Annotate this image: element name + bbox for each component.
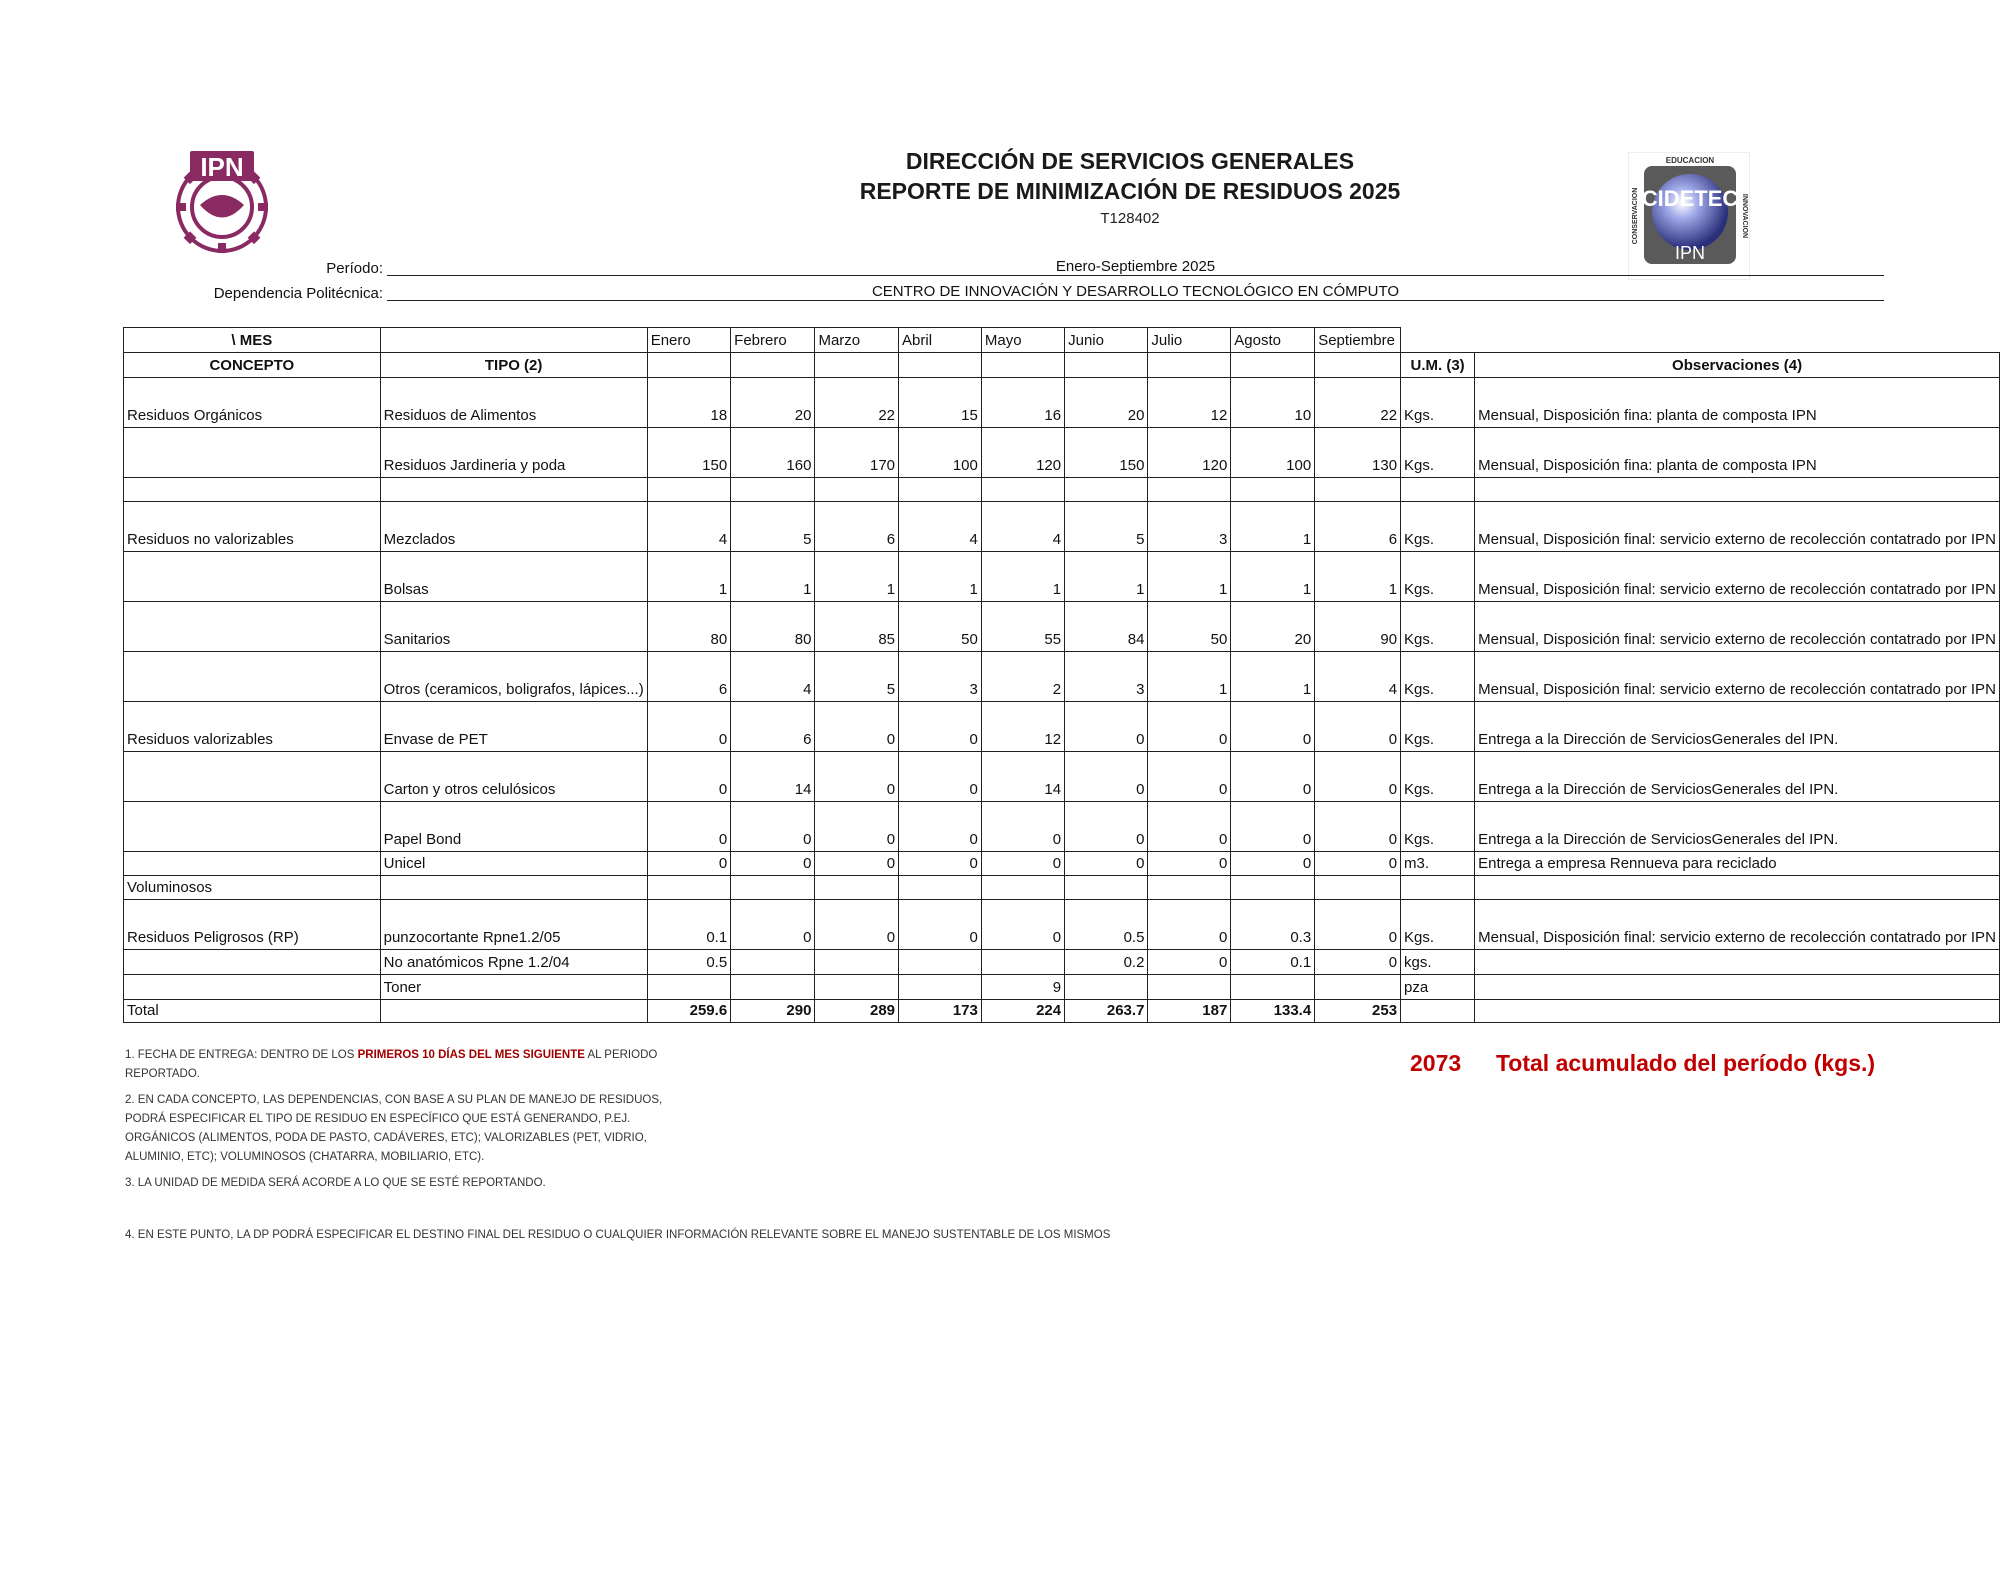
total-cell: 259.6 [647,1000,730,1023]
report-code: T128402 [1100,210,1160,227]
value-cell [731,876,815,900]
value-cell [1315,478,1401,502]
value-cell: 1 [1065,552,1148,602]
value-cell: 0 [1148,852,1231,876]
table-row [124,900,2000,950]
value-cell: 3 [1148,502,1231,552]
value-cell: 14 [981,752,1064,802]
value-cell [899,478,982,502]
value-cell [1148,876,1231,900]
value-cell: 0 [1231,802,1315,852]
observaciones-cell [1475,876,2000,900]
value-cell: 4 [731,652,815,702]
value-cell: 0 [1315,702,1401,752]
tipo-cell: Carton y otros celulósicos [380,752,647,802]
value-cell: 6 [815,502,899,552]
table-row [124,378,2000,428]
value-cell: 6 [647,652,730,702]
value-cell: 0 [1231,702,1315,752]
total-cell: 253 [1315,1000,1401,1023]
value-cell: 0 [1065,752,1148,802]
value-cell: 0.5 [647,950,730,975]
value-cell: 1 [731,552,815,602]
value-cell: 0 [1148,950,1231,975]
um-cell: pza [1401,975,1475,1000]
value-cell: 0 [1315,900,1401,950]
um-cell: Kgs. [1401,702,1475,752]
value-cell: 0 [1315,852,1401,876]
value-cell: 12 [981,702,1064,752]
tipo-cell: Unicel [380,852,647,876]
footnotes [125,1046,685,1200]
value-cell: 120 [981,428,1064,478]
tipo-cell [380,876,647,900]
value-cell [1231,478,1315,502]
value-cell [899,876,982,900]
value-cell: 12 [1148,378,1231,428]
dependencia-value: CENTRO DE INNOVACIÓN Y DESARROLLO TECNOLÓGICO EN CÓMPUTO [387,283,1884,301]
table-row [124,602,2000,652]
total-accumulated-label: Total acumulado del período (kgs.) [1495,1050,1876,1076]
value-cell: 14 [731,752,815,802]
concepto-cell: Residuos valorizables [124,702,381,752]
month-header: Enero [647,328,730,353]
value-cell: 0 [731,852,815,876]
month-header: Febrero [731,328,815,353]
observaciones-cell: Mensual, Disposición final: servicio externo de recolección contatrado por IPN [1475,502,2000,552]
table-row [124,752,2000,802]
value-cell: 0 [981,900,1064,950]
value-cell: 1 [1148,552,1231,602]
total-row [124,1000,2000,1023]
month-header: Marzo [815,328,899,353]
table-row [124,802,2000,852]
observaciones-cell: Mensual, Disposición fina: planta de composta IPN [1475,428,2000,478]
table-row [124,975,2000,1000]
value-cell [981,950,1064,975]
concepto-cell: Residuos Orgánicos [124,378,381,428]
um-cell: kgs. [1401,950,1475,975]
value-cell: 0.5 [1065,900,1148,950]
tipo-cell: Residuos de Alimentos [380,378,647,428]
um-cell [1401,876,1475,900]
concepto-cell [124,752,381,802]
value-cell: 1 [1231,552,1315,602]
value-cell [899,950,982,975]
value-cell: 80 [731,602,815,652]
observaciones-header: Observaciones (4) [1475,353,2000,378]
value-cell: 0 [1231,752,1315,802]
value-cell: 0 [981,802,1064,852]
value-cell [1231,975,1315,1000]
value-cell: 0 [647,802,730,852]
month-header: Septiembre [1315,328,1401,353]
value-cell: 4 [647,502,730,552]
concepto-cell [124,852,381,876]
concepto-cell: Voluminosos [124,876,381,900]
total-accumulated [1410,1050,1875,1077]
value-cell [815,975,899,1000]
observaciones-cell: Entrega a empresa Rennueva para reciclado [1475,852,2000,876]
value-cell: 0 [1148,702,1231,752]
svg-text:IPN: IPN [200,152,244,182]
month-header: Agosto [1231,328,1315,353]
value-cell: 0.2 [1065,950,1148,975]
value-cell [815,478,899,502]
waste-table [123,327,2000,1023]
total-cell: 224 [981,1000,1064,1023]
observaciones-cell: Entrega a la Dirección de ServiciosGenerales del IPN. [1475,802,2000,852]
value-cell: 0 [1065,852,1148,876]
month-header: Julio [1148,328,1231,353]
value-cell [981,876,1064,900]
table-row [124,876,2000,900]
value-cell: 0 [1065,702,1148,752]
value-cell: 160 [731,428,815,478]
value-cell: 20 [1065,378,1148,428]
um-cell: Kgs. [1401,428,1475,478]
total-cell: 289 [815,1000,899,1023]
value-cell: 0 [1065,802,1148,852]
value-cell: 0 [815,802,899,852]
um-cell: Kgs. [1401,802,1475,852]
um-cell: Kgs. [1401,552,1475,602]
periodo-value: Enero-Septiembre 2025 [387,258,1884,276]
value-cell: 0 [815,852,899,876]
total-cell: 290 [731,1000,815,1023]
value-cell [1065,478,1148,502]
observaciones-cell: Mensual, Disposición final: servicio externo de recolección contatrado por IPN [1475,552,2000,602]
note-3: 3. LA UNIDAD DE MEDIDA SERÁ ACORDE A LO QUE SE ESTÉ REPORTANDO. [125,1177,546,1189]
mes-label: \ MES [124,328,381,353]
value-cell: 5 [731,502,815,552]
um-cell: Kgs. [1401,752,1475,802]
concepto-cell [124,478,381,502]
tipo-cell: Sanitarios [380,602,647,652]
um-cell: Kgs. [1401,378,1475,428]
value-cell: 0 [981,852,1064,876]
value-cell: 0 [647,752,730,802]
value-cell: 85 [815,602,899,652]
value-cell: 0 [815,752,899,802]
tipo-cell: Residuos Jardineria y poda [380,428,647,478]
value-cell: 50 [1148,602,1231,652]
value-cell [1315,876,1401,900]
table-row [124,428,2000,478]
table-row [124,852,2000,876]
value-cell: 0.1 [1231,950,1315,975]
value-cell: 0 [899,702,982,752]
table-row [124,950,2000,975]
value-cell: 0 [731,802,815,852]
um-cell: Kgs. [1401,602,1475,652]
value-cell: 1 [1231,652,1315,702]
value-cell: 0.1 [647,900,730,950]
value-cell: 50 [899,602,982,652]
observaciones-cell: Entrega a la Dirección de ServiciosGenerales del IPN. [1475,752,2000,802]
value-cell: 0 [899,752,982,802]
month-header: Abril [899,328,982,353]
value-cell: 0 [647,702,730,752]
value-cell: 150 [647,428,730,478]
value-cell: 0 [899,802,982,852]
value-cell [731,950,815,975]
tipo-cell: Bolsas [380,552,647,602]
svg-text:IPN: IPN [1674,243,1706,263]
concepto-cell [124,552,381,602]
value-cell: 0 [647,852,730,876]
value-cell: 0 [1231,852,1315,876]
observaciones-cell [1475,478,2000,502]
month-header-row [124,328,2000,353]
um-cell [1401,478,1475,502]
value-cell: 120 [1148,428,1231,478]
um-cell: m3. [1401,852,1475,876]
value-cell: 0 [1315,752,1401,802]
note-2: 2. EN CADA CONCEPTO, LAS DEPENDENCIAS, CON BASE A SU PLAN DE MANEJO DE RESIDUOS, PODRÁ ESPECIFICAR EL TIPO DE RESIDUO EN ESPECÍFICO QUE ESTÁ GENERANDO, P.EJ. ORGÁNICOS (ALIMENTOS, PODA DE PASTO, CADÁVERES, ETC); VALORIZABLES (PET, VIDRIO, ALUMINIO, ETC); VOLUMINOSOS (CHATARRA, MOBILIARIO, ETC). [125,1094,663,1163]
value-cell [815,876,899,900]
periodo-label: Período: [326,260,383,277]
value-cell [731,478,815,502]
tipo-cell: Envase de PET [380,702,647,752]
value-cell: 1 [1231,502,1315,552]
note-1: 1. FECHA DE ENTREGA: DENTRO DE LOS PRIMEROS 10 DÍAS DEL MES SIGUIENTE AL PERIODO REPORTADO. [125,1049,658,1080]
value-cell [815,950,899,975]
tipo-cell: Papel Bond [380,802,647,852]
total-cell: 187 [1148,1000,1231,1023]
value-cell: 170 [815,428,899,478]
observaciones-cell: Entrega a la Dirección de ServiciosGenerales del IPN. [1475,702,2000,752]
value-cell [1231,876,1315,900]
value-cell: 0.3 [1231,900,1315,950]
value-cell: 6 [1315,502,1401,552]
report-title-line2: REPORTE DE MINIMIZACIÓN DE RESIDUOS 2025 [859,178,1401,204]
value-cell: 0 [1148,752,1231,802]
value-cell: 5 [1065,502,1148,552]
value-cell: 4 [1315,652,1401,702]
total-cell: 263.7 [1065,1000,1148,1023]
tipo-cell: Toner [380,975,647,1000]
value-cell: 130 [1315,428,1401,478]
svg-text:INNOVACION: INNOVACION [1741,193,1748,239]
month-header: Junio [1065,328,1148,353]
concepto-header: CONCEPTO [124,353,381,378]
value-cell: 0 [731,900,815,950]
concepto-cell: Residuos Peligrosos (RP) [124,900,381,950]
table-row [124,702,2000,752]
total-label: Total [124,1000,381,1023]
total-cell: 133.4 [1231,1000,1315,1023]
value-cell: 150 [1065,428,1148,478]
value-cell: 84 [1065,602,1148,652]
ipn-logo [160,145,290,260]
value-cell: 1 [647,552,730,602]
value-cell [899,975,982,1000]
value-cell: 100 [1231,428,1315,478]
tipo-cell: No anatómicos Rpne 1.2/04 [380,950,647,975]
dependencia-label: Dependencia Politécnica: [213,285,383,302]
value-cell: 16 [981,378,1064,428]
value-cell [1148,478,1231,502]
table-row [124,652,2000,702]
observaciones-cell [1475,975,2000,1000]
value-cell: 0 [1315,802,1401,852]
table-row [124,552,2000,602]
tipo-header: TIPO (2) [380,353,647,378]
value-cell: 1 [899,552,982,602]
value-cell: 1 [815,552,899,602]
value-cell: 0 [1148,900,1231,950]
value-cell: 55 [981,602,1064,652]
value-cell: 1 [981,552,1064,602]
value-cell [1065,876,1148,900]
value-cell: 9 [981,975,1064,1000]
value-cell: 1 [1148,652,1231,702]
value-cell: 0 [815,702,899,752]
value-cell: 4 [899,502,982,552]
column-header-row [124,353,2000,378]
value-cell: 80 [647,602,730,652]
value-cell: 2 [981,652,1064,702]
um-cell: Kgs. [1401,652,1475,702]
value-cell: 20 [1231,602,1315,652]
value-cell: 22 [1315,378,1401,428]
concepto-cell [124,975,381,1000]
note-1-highlight: PRIMEROS 10 DÍAS DEL MES SIGUIENTE [357,1049,585,1061]
tipo-cell: punzocortante Rpne1.2/05 [380,900,647,950]
value-cell: 6 [731,702,815,752]
table-row [124,478,2000,502]
value-cell: 20 [731,378,815,428]
svg-text:CIDETEC: CIDETEC [1641,186,1739,211]
svg-text:EDUCACION: EDUCACION [1665,156,1715,165]
value-cell: 18 [647,378,730,428]
concepto-cell [124,652,381,702]
concepto-cell [124,602,381,652]
month-header: Mayo [981,328,1064,353]
value-cell: 0 [1148,802,1231,852]
value-cell: 90 [1315,602,1401,652]
concepto-cell [124,428,381,478]
value-cell: 10 [1231,378,1315,428]
tipo-cell: Otros (ceramicos, boligrafos, lápices...) [380,652,647,702]
tipo-cell: Mezclados [380,502,647,552]
um-header: U.M. (3) [1401,353,1475,378]
value-cell [731,975,815,1000]
value-cell [647,975,730,1000]
tipo-cell [380,478,647,502]
value-cell: 4 [981,502,1064,552]
value-cell: 0 [815,900,899,950]
um-cell: Kgs. [1401,900,1475,950]
value-cell: 0 [1315,950,1401,975]
observaciones-cell [1475,950,2000,975]
value-cell: 1 [1315,552,1401,602]
um-cell: Kgs. [1401,502,1475,552]
value-cell: 100 [899,428,982,478]
value-cell [647,876,730,900]
total-accumulated-value: 2073 [1410,1050,1462,1076]
value-cell [1065,975,1148,1000]
concepto-cell [124,950,381,975]
value-cell: 15 [899,378,982,428]
value-cell: 0 [899,900,982,950]
value-cell: 0 [899,852,982,876]
note-4: 4. EN ESTE PUNTO, LA DP PODRÁ ESPECIFICAR EL DESTINO FINAL DEL RESIDUO O CUALQUIER INFORMACIÓN RELEVANTE SOBRE EL MANEJO SUSTENTABLE DE LOS MISMOS [125,1229,1111,1241]
concepto-cell: Residuos no valorizables [124,502,381,552]
observaciones-cell: Mensual, Disposición final: servicio externo de recolección contatrado por IPN [1475,602,2000,652]
value-cell: 22 [815,378,899,428]
value-cell: 5 [815,652,899,702]
observaciones-cell: Mensual, Disposición fina: planta de composta IPN [1475,378,2000,428]
svg-text:CONSERVACION: CONSERVACION [1632,187,1639,245]
observaciones-cell: Mensual, Disposición final: servicio externo de recolección contatrado por IPN [1475,900,2000,950]
value-cell [1148,975,1231,1000]
observaciones-cell: Mensual, Disposición final: servicio externo de recolección contatrado por IPN [1475,652,2000,702]
concepto-cell [124,802,381,852]
value-cell: 3 [899,652,982,702]
total-cell: 173 [899,1000,982,1023]
value-cell: 3 [1065,652,1148,702]
value-cell [647,478,730,502]
value-cell [1315,975,1401,1000]
report-title-line1: DIRECCIÓN DE SERVICIOS GENERALES [905,148,1355,174]
value-cell [981,478,1064,502]
table-row [124,502,2000,552]
